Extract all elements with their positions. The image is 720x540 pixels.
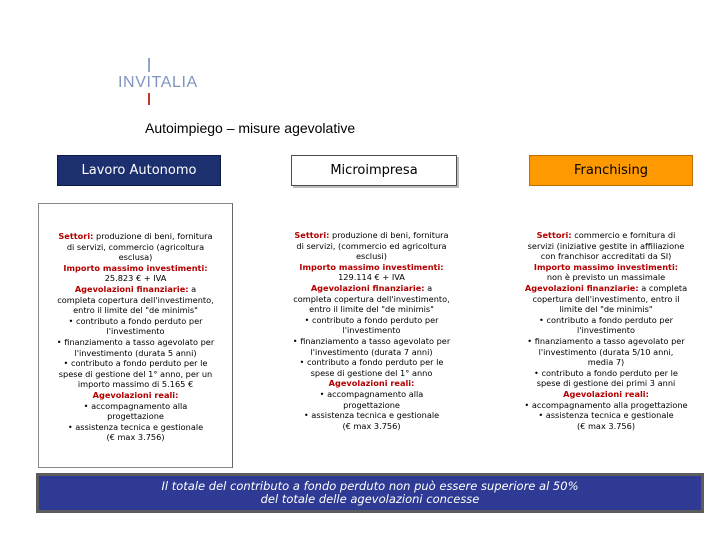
- header-microimpresa: Microimpresa: [291, 155, 457, 186]
- info-text: l'investimento (durata 7 anni): [310, 346, 433, 357]
- footer-note: [36, 473, 704, 513]
- info-text: • contributo a fondo perduto per le: [63, 358, 208, 369]
- info-text: (€ max 3.756): [576, 420, 636, 431]
- info-text: • finanziamento a tasso agevolato per: [56, 336, 215, 347]
- info-line: [285, 294, 458, 305]
- info-line: [43, 231, 228, 242]
- info-line: [514, 251, 698, 262]
- info-text: media 7): [587, 357, 625, 368]
- info-label: Settori:: [536, 230, 572, 240]
- info-text: progettazione: [107, 411, 164, 422]
- info-text: • accompagnamento alla: [319, 388, 424, 399]
- info-line: [43, 379, 228, 390]
- info-line: [285, 241, 458, 252]
- info-text: entro il limite del "de minimis": [309, 304, 434, 315]
- info-line: [43, 390, 228, 401]
- info-line: [43, 326, 228, 337]
- header-lavoro-autonomo: Lavoro Autonomo: [57, 155, 221, 186]
- info-label: Agevolazioni finanziarie:: [524, 282, 639, 293]
- info-line: [514, 336, 698, 347]
- info-line: [43, 411, 228, 422]
- info-text: di servizi, (commercio ed agricoltura: [296, 240, 447, 251]
- info-line: [514, 230, 698, 241]
- info-label: Settori:: [58, 231, 94, 241]
- info-line: [514, 357, 698, 368]
- info-text: • assistenza tecnica e gestionale: [67, 421, 204, 432]
- info-line: [43, 295, 228, 306]
- info-line: [285, 378, 458, 389]
- info-text: • contributo a fondo perduto per: [539, 314, 673, 325]
- info-text: • assistenza tecnica e gestionale: [303, 410, 440, 421]
- info-line: [285, 272, 458, 283]
- info-line: [285, 410, 458, 421]
- logo-accent-bottom: [148, 93, 150, 105]
- info-text: esclusa): [118, 252, 153, 263]
- info-label: Agevolazioni finanziarie:: [74, 283, 189, 294]
- info-label: Agevolazioni finanziarie:: [310, 282, 425, 293]
- info-text: • contributo a fondo perduto per: [68, 315, 203, 326]
- info-text: copertura dell'investimento, entro il: [532, 293, 680, 304]
- info-line: [285, 283, 458, 294]
- info-line: [43, 242, 228, 253]
- info-line: [514, 304, 698, 315]
- info-label: Agevolazioni reali:: [92, 389, 179, 400]
- info-text: • assistenza tecnica e gestionale: [538, 410, 674, 421]
- info-line: [514, 410, 698, 421]
- info-label: Importo massimo investimenti:: [533, 261, 679, 272]
- info-line: [43, 358, 228, 369]
- info-text: esclusi): [355, 251, 387, 262]
- info-text: spese di gestione del 1° anno: [310, 367, 433, 378]
- panel-franchising: [510, 203, 702, 468]
- info-line: [514, 241, 698, 252]
- info-text: • contributo a fondo perduto per le: [299, 357, 444, 368]
- info-text: • accompagnamento alla progettazione: [524, 399, 688, 410]
- info-line: [43, 316, 228, 327]
- info-label: Importo massimo investimenti:: [299, 261, 444, 272]
- info-label: Settori:: [294, 230, 330, 240]
- info-text: 129.114 € + IVA: [338, 272, 405, 283]
- info-text: a completa: [638, 282, 688, 293]
- info-text: progettazione: [343, 399, 400, 410]
- info-text: (€ max 3.756): [106, 432, 165, 443]
- info-line: [285, 389, 458, 400]
- info-line: [285, 262, 458, 273]
- info-line: [514, 347, 698, 358]
- info-line: [514, 325, 698, 336]
- info-line: [514, 378, 698, 389]
- info-text: spese di gestione del 1° anno, per un: [58, 368, 213, 379]
- info-line: [514, 294, 698, 305]
- info-line: [285, 421, 458, 432]
- panel-microimpresa: [281, 203, 462, 468]
- info-line: [285, 336, 458, 347]
- info-line: [43, 337, 228, 348]
- info-label: Importo massimo investimenti:: [63, 262, 208, 273]
- info-text: l'investimento (durata 5/10 anni,: [538, 346, 674, 357]
- info-line: [285, 315, 458, 326]
- logo-accent-top: [148, 58, 150, 72]
- info-line: [514, 400, 698, 411]
- footer-line: Il totale del contributo a fondo perduto non può essere superiore al 50%: [161, 479, 579, 493]
- info-text: produzione di beni, fornitura: [93, 231, 213, 241]
- info-text: importo massimo di 5.165 €: [77, 379, 194, 390]
- info-text: l'investimento: [342, 325, 401, 336]
- info-text: • finanziamento a tasso agevolato per: [292, 335, 451, 346]
- info-line: [285, 230, 458, 241]
- info-line: [514, 389, 698, 400]
- info-text: entro il limite del "de minimis": [73, 305, 198, 316]
- info-line: [43, 273, 228, 284]
- info-line: [43, 284, 228, 295]
- info-line: [43, 432, 228, 443]
- info-line: [43, 422, 228, 433]
- info-line: [285, 304, 458, 315]
- info-line: [514, 315, 698, 326]
- info-text: • accompagnamento alla: [83, 400, 188, 411]
- info-line: [43, 305, 228, 316]
- info-text: l'investimento: [576, 325, 636, 336]
- info-line: [285, 325, 458, 336]
- panel-lavoro-autonomo: [38, 203, 233, 468]
- info-text: completa copertura dell'investimento,: [57, 294, 214, 305]
- info-line: [514, 272, 698, 283]
- info-text: • contributo a fondo perduto per: [304, 314, 439, 325]
- info-text: produzione di beni, fornitura: [329, 230, 449, 240]
- info-text: (€ max 3.756): [342, 420, 401, 431]
- info-line: [285, 368, 458, 379]
- info-text: l'investimento (durata 5 anni): [74, 347, 197, 358]
- info-line: [43, 252, 228, 263]
- info-line: [514, 421, 698, 432]
- info-text: non è previsto un massimale: [546, 272, 666, 283]
- info-line: [514, 283, 698, 294]
- info-text: a: [424, 282, 433, 293]
- invitalia-logo: INVITALIA: [118, 74, 198, 91]
- info-text: completa copertura dell'investimento,: [293, 293, 450, 304]
- info-text: • finanziamento a tasso agevolato per: [527, 335, 685, 346]
- info-text: l'investimento: [106, 326, 165, 337]
- info-text: servizi (iniziative gestite in affiliazione: [527, 240, 685, 251]
- info-text: commercio e fornitura di: [571, 230, 676, 240]
- info-text: di servizi, commercio (agricoltura: [66, 241, 205, 252]
- info-line: [43, 369, 228, 380]
- info-text: spese di gestione dei primi 3 anni: [536, 378, 676, 389]
- info-line: [285, 357, 458, 368]
- info-text: • contributo a fondo perduto per le: [534, 367, 678, 378]
- info-text: a: [188, 283, 197, 294]
- info-line: [43, 348, 228, 359]
- info-line: [514, 262, 698, 273]
- header-franchising: Franchising: [529, 155, 693, 186]
- info-line: [43, 263, 228, 274]
- info-text: 25.823 € + IVA: [104, 273, 167, 284]
- info-label: Agevolazioni reali:: [328, 378, 415, 389]
- info-text: con franchisor accreditati da SI): [540, 251, 672, 262]
- info-text: limite del "de minimis": [559, 304, 653, 315]
- info-line: [285, 400, 458, 411]
- info-line: [43, 401, 228, 412]
- page-title: Autoimpiego – misure agevolative: [145, 120, 356, 136]
- footer-line: del totale delle agevolazioni concesse: [260, 492, 480, 506]
- info-line: [514, 368, 698, 379]
- info-line: [285, 251, 458, 262]
- info-line: [285, 347, 458, 358]
- info-label: Agevolazioni reali:: [563, 388, 649, 399]
